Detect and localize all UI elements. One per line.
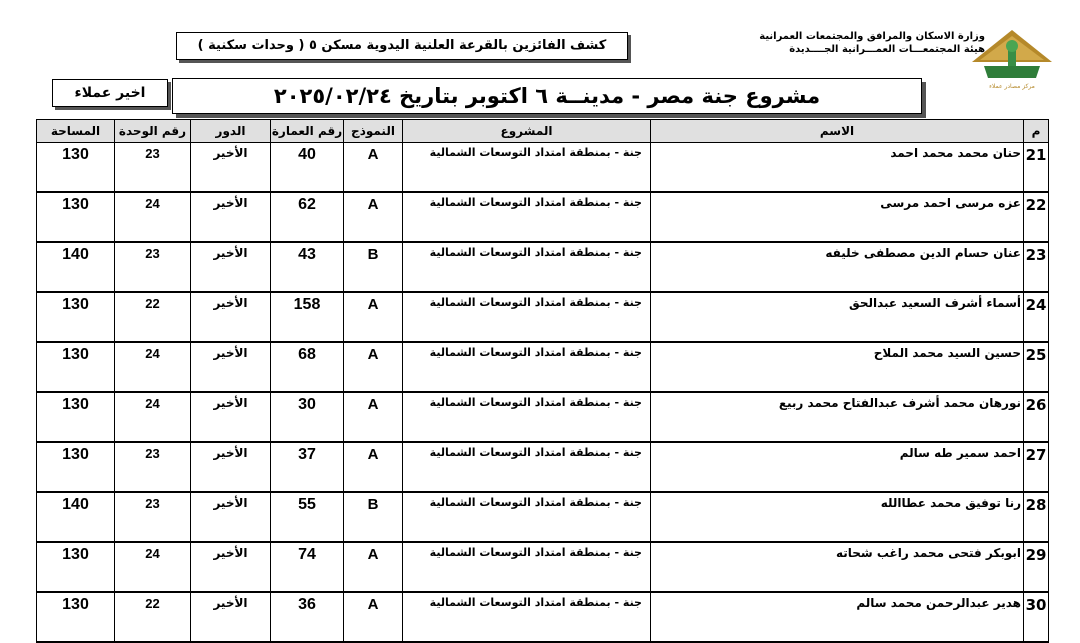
cell-num: 30 [1024,592,1049,642]
cell-name: عنان حسام الدين مصطفى خليفه [651,242,1024,292]
cell-name: ابوبكر فتحى محمد راغب شحاته [651,542,1024,592]
logo-caption: مركز مصادر عملاء [989,83,1035,90]
col-header-unit: رقم الوحدة [115,120,191,143]
document-header [0,0,1080,118]
cell-building: 158 [271,292,344,342]
cell-num: 25 [1024,342,1049,392]
new-urban-communities-logo-icon [966,26,1058,90]
cell-model: A [344,592,403,642]
cell-project: جنة - بمنطقة امتداد التوسعات الشمالية [403,342,651,392]
table-row [37,143,1049,193]
cell-area: 130 [37,592,115,642]
cell-project: جنة - بمنطقة امتداد التوسعات الشمالية [403,392,651,442]
last-clients-label: اخير عملاء [52,79,168,107]
cell-unit: 23 [115,492,191,542]
cell-model: A [344,442,403,492]
cell-project: جنة - بمنطقة امتداد التوسعات الشمالية [403,192,651,242]
cell-unit: 24 [115,542,191,592]
cell-area: 130 [37,342,115,392]
cell-floor: الأخير [191,492,271,542]
table-row [37,592,1049,642]
cell-area: 130 [37,143,115,193]
cell-building: 30 [271,392,344,442]
cell-num: 28 [1024,492,1049,542]
cell-building: 62 [271,192,344,242]
cell-building: 40 [271,143,344,193]
cell-num: 26 [1024,392,1049,442]
cell-project: جنة - بمنطقة امتداد التوسعات الشمالية [403,592,651,642]
cell-model: A [344,392,403,442]
ministry-line-2: هيئة المجتمعـــات العمـــرانية الجــــديدة [789,44,985,55]
cell-unit: 23 [115,442,191,492]
table-header-row [37,120,1049,143]
project-title: مشروع جنة مصر - مدينــة ٦ اكتوبر بتاريخ ٢٠٢٥/٠٢/٢٤ [172,78,922,114]
cell-model: B [344,242,403,292]
cell-floor: الأخير [191,292,271,342]
cell-building: 43 [271,242,344,292]
cell-project: جنة - بمنطقة امتداد التوسعات الشمالية [403,542,651,592]
cell-num: 27 [1024,442,1049,492]
cell-num: 24 [1024,292,1049,342]
cell-unit: 23 [115,242,191,292]
cell-model: A [344,143,403,193]
table-row [37,192,1049,242]
cell-area: 130 [37,392,115,442]
table-row [37,392,1049,442]
cell-area: 140 [37,242,115,292]
table-row [37,492,1049,542]
table-row [37,542,1049,592]
cell-unit: 23 [115,143,191,193]
cell-num: 29 [1024,542,1049,592]
report-title: كشف الفائزين بالقرعة العلنية اليدوية مسكن ٥ ( وحدات سكنية ) [176,32,628,60]
cell-floor: الأخير [191,342,271,392]
col-header-floor: الدور [191,120,271,143]
table-row [37,242,1049,292]
ministry-header [745,30,985,56]
cell-floor: الأخير [191,442,271,492]
cell-floor: الأخير [191,392,271,442]
col-header-num: م [1024,120,1049,143]
cell-unit: 22 [115,592,191,642]
col-header-model: النموذج [344,120,403,143]
cell-area: 130 [37,292,115,342]
col-header-area: المساحة [37,120,115,143]
cell-building: 36 [271,592,344,642]
cell-name: رنا توفيق محمد عطاالله [651,492,1024,542]
cell-floor: الأخير [191,542,271,592]
table-row [37,292,1049,342]
cell-model: A [344,542,403,592]
table-row [37,442,1049,492]
cell-project: جنة - بمنطقة امتداد التوسعات الشمالية [403,143,651,193]
cell-model: A [344,192,403,242]
winners-table [36,119,1049,643]
cell-area: 130 [37,542,115,592]
cell-model: A [344,342,403,392]
cell-area: 140 [37,492,115,542]
cell-unit: 24 [115,392,191,442]
cell-name: نورهان محمد أشرف عبدالفتاح محمد ربيع [651,392,1024,442]
cell-name: حسين السيد محمد الملاح [651,342,1024,392]
cell-floor: الأخير [191,592,271,642]
ministry-line-1: وزارة الاسكان والمرافق والمجتمعات العمرانية [759,31,985,42]
cell-building: 74 [271,542,344,592]
cell-project: جنة - بمنطقة امتداد التوسعات الشمالية [403,292,651,342]
col-header-building: رقم العمارة [271,120,344,143]
cell-floor: الأخير [191,143,271,193]
cell-unit: 22 [115,292,191,342]
cell-num: 21 [1024,143,1049,193]
cell-name: أسماء أشرف السعيد عبدالحق [651,292,1024,342]
cell-num: 23 [1024,242,1049,292]
cell-model: B [344,492,403,542]
cell-num: 22 [1024,192,1049,242]
cell-building: 68 [271,342,344,392]
cell-area: 130 [37,192,115,242]
cell-name: عزه مرسى احمد مرسى [651,192,1024,242]
cell-model: A [344,292,403,342]
cell-floor: الأخير [191,242,271,292]
cell-project: جنة - بمنطقة امتداد التوسعات الشمالية [403,242,651,292]
cell-project: جنة - بمنطقة امتداد التوسعات الشمالية [403,442,651,492]
cell-building: 37 [271,442,344,492]
col-header-name: الاسم [651,120,1024,143]
cell-unit: 24 [115,192,191,242]
table-row [37,342,1049,392]
cell-name: هدير عبدالرحمن محمد سالم [651,592,1024,642]
col-header-project: المشروع [403,120,651,143]
cell-building: 55 [271,492,344,542]
cell-area: 130 [37,442,115,492]
cell-unit: 24 [115,342,191,392]
cell-floor: الأخير [191,192,271,242]
cell-name: احمد سمير طه سالم [651,442,1024,492]
cell-name: حنان محمد محمد احمد [651,143,1024,193]
cell-project: جنة - بمنطقة امتداد التوسعات الشمالية [403,492,651,542]
